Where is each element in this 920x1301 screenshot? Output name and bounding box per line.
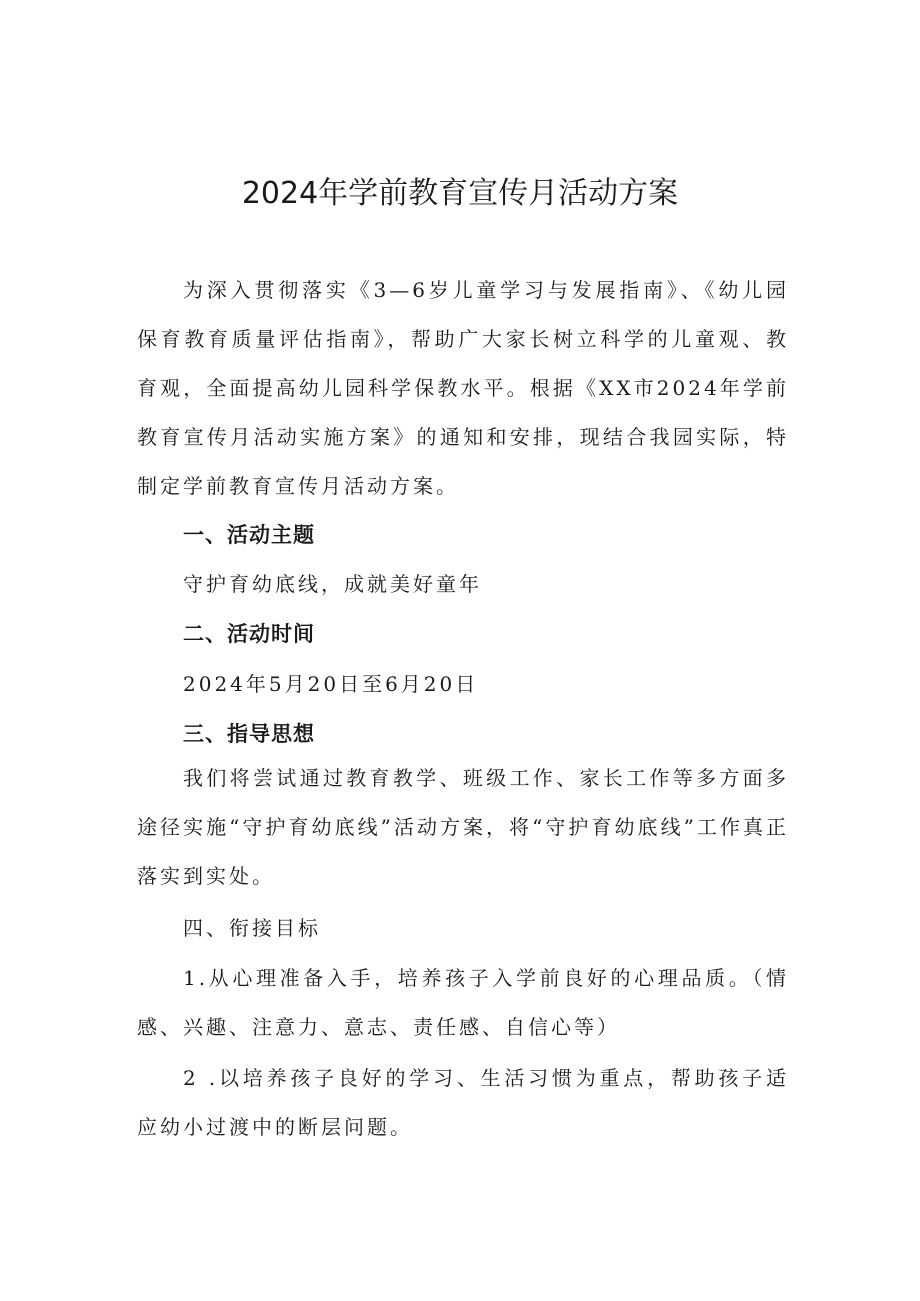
section-content-guiding-idea: 我们将尝试通过教育教学、班级工作、家长工作等多方面多途径实施“守护育幼底线”活动方案，将“守护育幼底线”工作真正落实到实处。 xyxy=(137,766,789,888)
intro-paragraph: 为深入贯彻落实《3—6岁儿童学习与发展指南》、《幼儿园保育教育质量评估指南》，帮助广大家长树立科学的儿童观、教育观，全面提高幼儿园科学保教水平。根据《XX市2024年学前教育宣传月活动实施方案》的通知和安排，现结合我园实际，特制定学前教育宣传月活动方案。 xyxy=(137,278,789,498)
section-heading-goals: 四、衔接目标 xyxy=(183,916,321,940)
goal-item-2: 2 .以培养孩子良好的学习、生活习惯为重点，帮助孩子适应幼小过渡中的断层问题。 xyxy=(137,1066,789,1139)
document-title: 2024年学前教育宣传月活动方案 xyxy=(241,176,679,211)
section-content-theme: 守护育幼底线，成就美好童年 xyxy=(183,572,482,596)
section-heading-theme: 一、活动主题 xyxy=(183,523,315,547)
section-heading-time: 二、活动时间 xyxy=(183,622,315,646)
section-heading-guiding-idea: 三、指导思想 xyxy=(183,722,315,746)
goal-item-1: 1.从心理准备入手，培养孩子入学前良好的心理品质。（情感、兴趣、注意力、意志、责任感、自信心等） xyxy=(137,966,789,1039)
section-content-time: 2024年5月20日至6月20日 xyxy=(183,672,479,696)
